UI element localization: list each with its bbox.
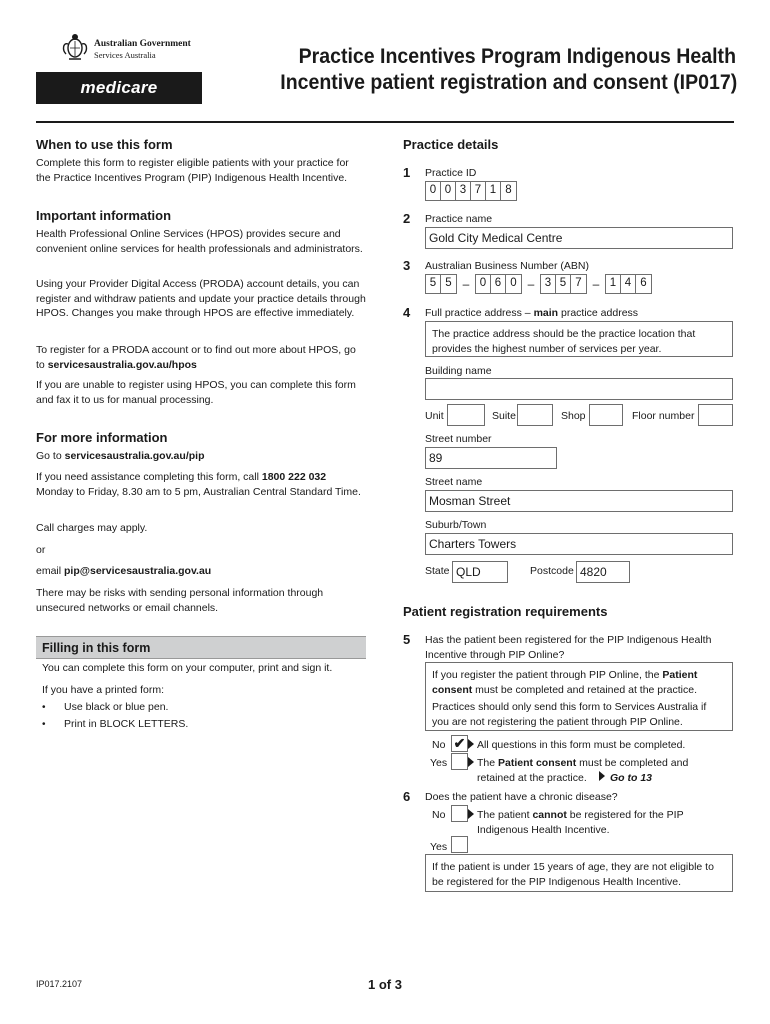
arrow-right-icon: [468, 739, 474, 749]
bullet-icon: •: [42, 719, 46, 730]
building-name-label: Building name: [425, 365, 492, 377]
q5-note-line-2: Practices should only send this form to Services Australia if you are not registering the patient through PIP Online.: [432, 701, 707, 728]
more-info-para-2-text-b: Monday to Friday, 8.30 am to 5 pm, Australian Central Standard Time.: [36, 485, 361, 498]
abn-dash: –: [592, 277, 600, 291]
street-number-field[interactable]: 89: [425, 447, 557, 469]
street-name-label: Street name: [425, 476, 483, 488]
goto-13-link[interactable]: Go to 13: [610, 772, 653, 784]
abn-digit: 0: [510, 277, 517, 290]
arrow-right-icon: [468, 757, 474, 767]
abn-group-3: [540, 274, 587, 294]
important-heading: Important information: [36, 208, 172, 223]
arrow-right-icon: [599, 771, 605, 781]
suburb-field[interactable]: Charters Towers: [425, 533, 733, 555]
pip-link[interactable]: servicesaustralia.gov.au/pip: [64, 450, 205, 462]
question-5-note: [425, 662, 733, 731]
phone-number: 1800 222 032: [261, 471, 327, 483]
page-number: 1 of 3: [368, 977, 402, 992]
abn-input[interactable]: [425, 274, 652, 294]
abn-digit: 5: [445, 277, 452, 290]
q5-note-line-1: [432, 668, 726, 697]
more-info-heading: For more information: [36, 430, 168, 445]
more-info-or: or: [36, 544, 46, 556]
email-prefix: email: [36, 565, 65, 577]
title-line-2: [280, 70, 736, 96]
q5-yes-checkbox[interactable]: [451, 753, 468, 770]
question-3-number: 3: [403, 258, 411, 273]
more-info-para-1: [36, 449, 366, 464]
suite-field[interactable]: [517, 404, 553, 426]
question-5-number: 5: [403, 632, 411, 647]
q5-yes-label: Yes: [430, 757, 448, 769]
abn-group-4: [605, 274, 652, 294]
unit-field[interactable]: [447, 404, 485, 426]
q6-yes-label: Yes: [430, 841, 448, 853]
street-number-label: Street number: [425, 433, 492, 445]
important-para-3-text: To register for a PRODA account or to find out more about HPOS, go to: [36, 344, 356, 371]
abn-label: Australian Business Number (ABN): [425, 260, 589, 272]
practice-id-digit: 3: [456, 182, 471, 200]
practice-id-digit: 8: [505, 184, 512, 197]
filling-para-1: You can complete this form on your computer, print and sign it.: [42, 662, 333, 674]
more-info-para-1-text: Go to: [36, 450, 65, 462]
q6-no-label: No: [432, 809, 446, 821]
street-name-field[interactable]: Mosman Street: [425, 490, 733, 512]
practice-id-digit: 0: [426, 182, 441, 200]
medicare-logo: medicare: [36, 72, 202, 104]
postcode-label: Postcode: [530, 565, 574, 577]
header-divider: [36, 121, 734, 123]
abn-digit: 3: [541, 275, 556, 293]
more-info-risk: There may be risks with sending personal information through unsecured networks or email channels.: [36, 587, 324, 614]
practice-id-digit: 1: [486, 182, 501, 200]
coat-of-arms-icon: [60, 32, 90, 62]
q6-no-text-line-1: [477, 808, 684, 822]
q5-yes-bold: Patient consent: [498, 757, 577, 769]
form-title: [280, 44, 736, 96]
address-label-c: practice address: [558, 307, 639, 319]
form-code: (IP017): [673, 71, 738, 94]
when-text: Complete this form to register eligible patients with your practice for the Practice Incentives Program (PIP) Indigenous Health Incentive.: [36, 157, 349, 184]
q5-yes-a: The: [477, 757, 499, 769]
question-6-note: If the patient is under 15 years of age, they are not eligible to be registered for the PIP Indigenous Health Incentive.: [425, 854, 733, 892]
abn-group-2: [475, 274, 522, 294]
practice-details-heading: Practice details: [403, 137, 499, 152]
government-name: Australian Government: [94, 39, 191, 49]
q5-note-bold: Patient consent: [432, 669, 698, 696]
floor-number-label: Floor number: [632, 410, 695, 422]
title-line-1: Practice Incentives Program Indigenous Health: [298, 45, 736, 68]
practice-id-digit: 7: [471, 182, 486, 200]
government-logo-block: [36, 32, 202, 104]
question-6-number: 6: [403, 789, 411, 804]
suite-label: Suite: [492, 410, 516, 422]
filling-divider: [36, 658, 366, 659]
q6-no-bold: cannot: [532, 809, 567, 821]
q5-no-label: No: [432, 739, 446, 751]
q5-note-a: If you register the patient through PIP Online, the: [432, 669, 663, 681]
bullet-icon: •: [42, 702, 46, 713]
question-4-number: 4: [403, 305, 411, 320]
practice-id-input[interactable]: [425, 181, 517, 201]
q6-no-checkbox[interactable]: [451, 805, 468, 822]
form-code-footer: IP017.2107: [36, 979, 83, 989]
q5-yes-text-line-1: [477, 756, 688, 770]
address-note: The practice address should be the practice location that provides the highest number of services per year.: [425, 321, 733, 357]
abn-dash: –: [462, 277, 470, 291]
bullet-2-text: Print in BLOCK LETTERS.: [64, 718, 189, 730]
abn-digit: 6: [640, 277, 647, 290]
arrow-right-icon: [468, 809, 474, 819]
q6-no-a: The patient: [477, 809, 533, 821]
question-1-number: 1: [403, 165, 411, 180]
state-field[interactable]: QLD: [452, 561, 508, 583]
more-info-email: [36, 564, 366, 579]
bullet-1-text: Use black or blue pen.: [64, 701, 169, 713]
q6-no-b: be registered for the PIP: [566, 809, 684, 821]
email-link[interactable]: pip@servicesaustralia.gov.au: [64, 565, 212, 577]
filling-bullet-1: [42, 700, 372, 716]
question-6-text: Does the patient have a chronic disease?: [425, 791, 618, 803]
practice-address-label: [425, 306, 638, 320]
unit-label: Unit: [425, 410, 444, 422]
patient-registration-heading: Patient registration requirements: [403, 604, 608, 619]
abn-digit: 5: [556, 275, 571, 293]
abn-digit: 6: [491, 275, 506, 293]
hpos-link[interactable]: servicesaustralia.gov.au/hpos: [47, 358, 197, 371]
q6-no-text-line-2: Indigenous Health Incentive.: [477, 824, 610, 836]
q5-yes-b: be completed and: [601, 757, 689, 769]
abn-digit: 4: [621, 275, 636, 293]
state-label: State: [425, 565, 450, 577]
suburb-label: Suburb/Town: [425, 519, 487, 531]
building-name-field[interactable]: [425, 378, 733, 400]
more-info-para-3: Call charges may apply.: [36, 522, 148, 534]
q5-yes-must: must: [579, 757, 602, 769]
floor-number-field[interactable]: [698, 404, 733, 426]
checkmark-icon: ✔: [453, 735, 466, 752]
practice-name-label: Practice name: [425, 213, 493, 225]
shop-label: Shop: [561, 410, 586, 422]
abn-dash: –: [527, 277, 535, 291]
practice-id-digit: 0: [441, 182, 456, 200]
question-5-text: Has the patient been registered for the PIP Indigenous Health Incentive through PIP Online?: [425, 634, 712, 661]
abn-digit: 7: [575, 277, 582, 290]
q5-yes-text-line-2: retained at the practice.: [477, 772, 587, 784]
q5-no-checkbox[interactable]: [451, 735, 468, 752]
abn-digit: 5: [426, 275, 441, 293]
abn-group-1: [425, 274, 457, 294]
practice-name-field[interactable]: Gold City Medical Centre: [425, 227, 733, 249]
q5-no-text: All questions in this form must be completed.: [477, 739, 686, 751]
when-heading: When to use this form: [36, 137, 173, 152]
address-label-a: Full practice address –: [425, 307, 534, 319]
practice-id-label: Practice ID: [425, 167, 477, 179]
more-info-para-2: [36, 470, 366, 499]
question-2-number: 2: [403, 211, 411, 226]
title-line-2-text: Incentive patient registration and consent: [280, 71, 668, 94]
agency-name: Services Australia: [94, 50, 156, 60]
filling-bullet-2: [42, 717, 372, 733]
abn-digit: 0: [476, 275, 491, 293]
important-para-4: If you are unable to register using HPOS, you can complete this form and fax it to us for manual processing.: [36, 379, 356, 406]
important-para-2: Using your Provider Digital Access (PRODA) account details, you can register and withdraw patients and update your practice details through HPOS. Changes you make through HPOS are effective immediately.: [36, 278, 366, 319]
q6-yes-checkbox[interactable]: [451, 836, 468, 853]
shop-field[interactable]: [589, 404, 623, 426]
important-para-3: [36, 343, 366, 372]
filling-para-2: If you have a printed form:: [42, 684, 164, 696]
abn-digit: 1: [606, 275, 621, 293]
important-para-1: Health Professional Online Services (HPOS) provides secure and convenient online services for health professionals and administrators.: [36, 228, 363, 255]
q5-note-b: must be completed and retained at the practice.: [472, 683, 697, 696]
filling-heading: Filling in this form: [36, 636, 366, 658]
address-label-main: main: [533, 307, 559, 319]
more-info-para-2-text-a: If you need assistance completing this form, call: [36, 471, 262, 483]
postcode-field[interactable]: 4820: [576, 561, 630, 583]
